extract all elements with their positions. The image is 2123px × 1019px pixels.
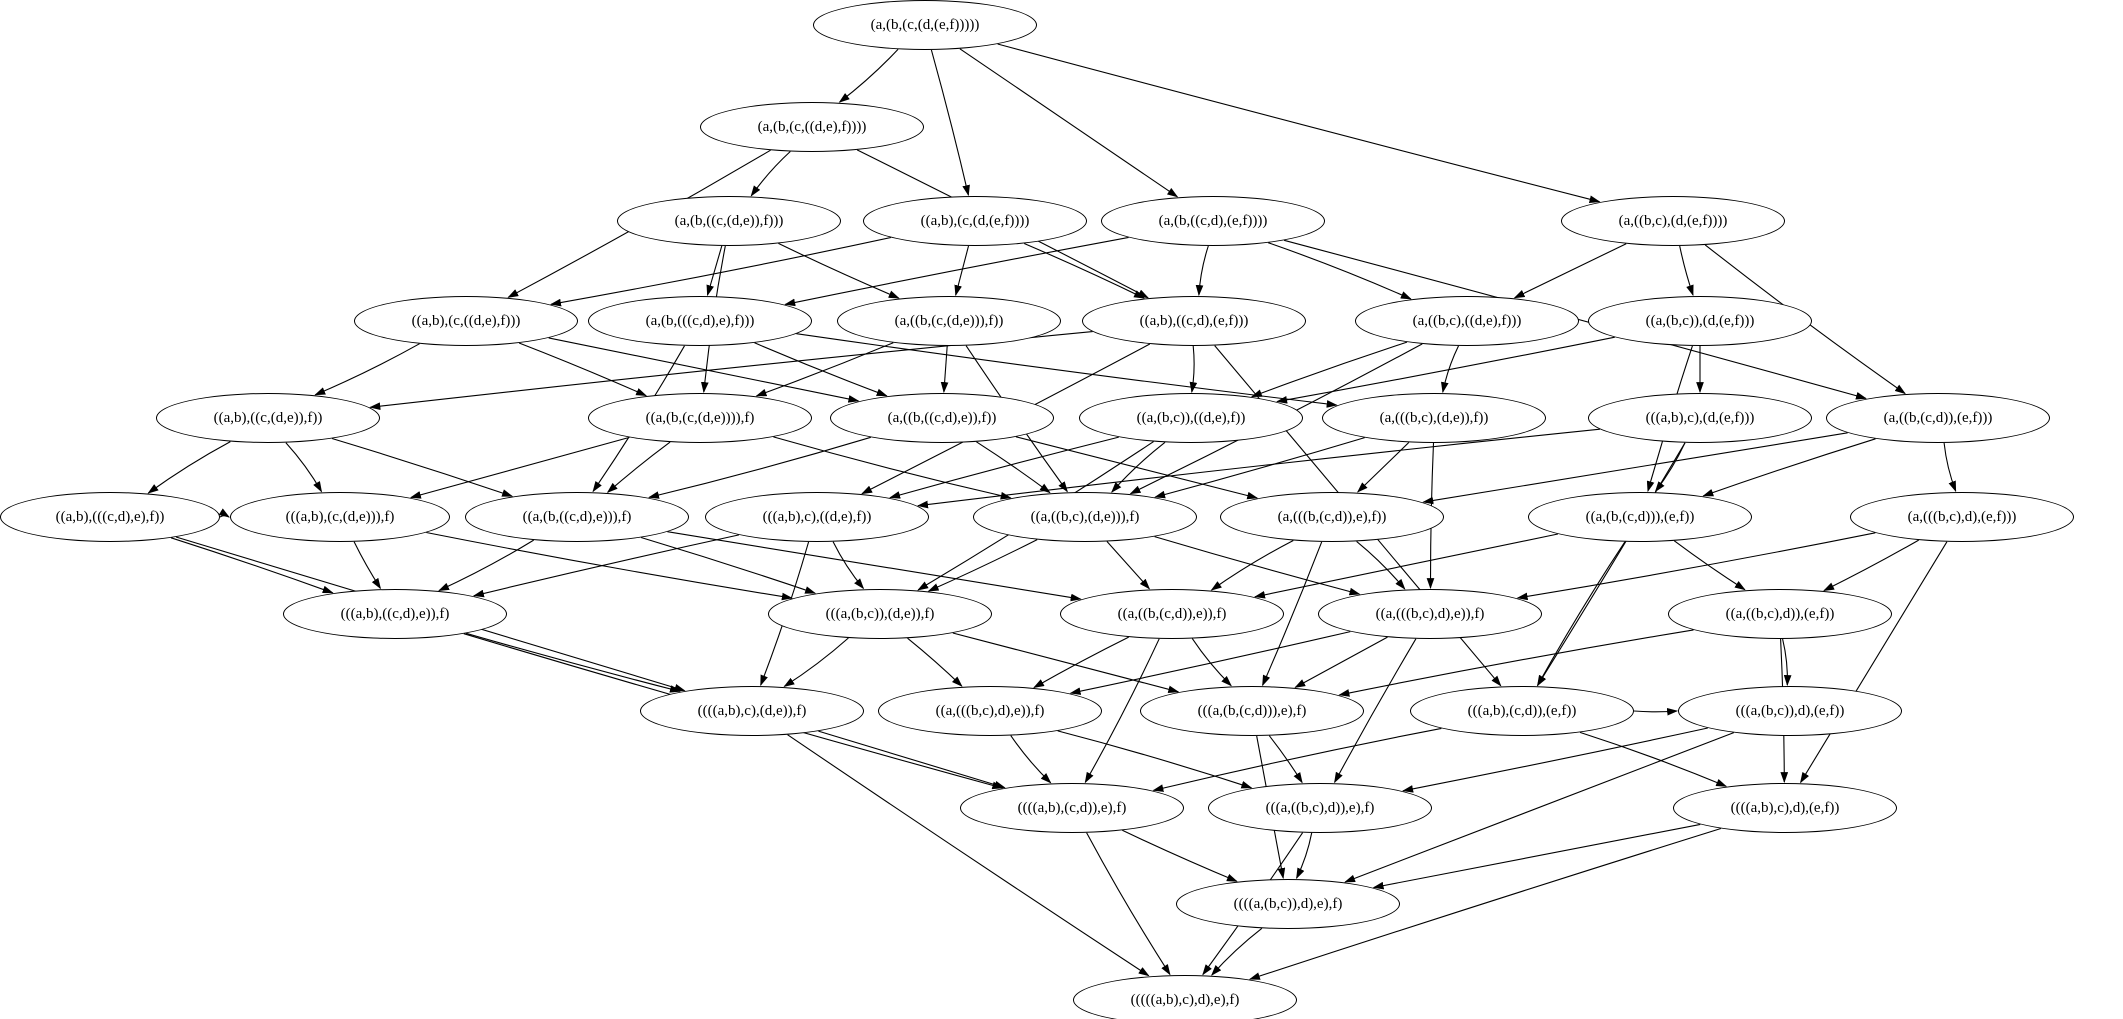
graph-node[interactable]: ((((a,b),(c,d)),e),f) <box>960 783 1184 833</box>
graph-node[interactable]: (((a,(b,c)),d),(e,f)) <box>1678 686 1902 736</box>
graph-edge <box>931 50 968 195</box>
graph-edge <box>1357 541 1405 589</box>
graph-node[interactable]: (((a,b),c),(d,(e,f))) <box>1588 393 1812 443</box>
graph-node[interactable]: ((a,(b,c)),((d,e),f)) <box>1079 393 1303 443</box>
graph-node[interactable]: ((a,(((b,c),d),e)),f) <box>878 686 1102 736</box>
graph-node[interactable]: ((a,((b,c),d)),(e,f)) <box>1668 589 1892 639</box>
graph-edge <box>1634 711 1677 712</box>
graph-node[interactable]: (((a,b),(c,d)),(e,f)) <box>1410 686 1634 736</box>
graph-edge <box>332 439 512 497</box>
graph-edge <box>1155 537 1360 595</box>
graph-edge <box>1071 632 1351 694</box>
graph-edge <box>641 538 815 594</box>
graph-edge <box>1212 541 1294 591</box>
graph-edge <box>833 542 863 589</box>
graph-edge <box>956 246 969 295</box>
graph-edge <box>840 49 899 102</box>
graph-edge <box>1703 439 1875 496</box>
graph-edge <box>773 437 1010 498</box>
graph-edge <box>1122 830 1237 881</box>
graph-edge <box>976 442 1049 493</box>
graph-node[interactable]: (a,(b,((c,d),(e,f)))) <box>1101 196 1325 246</box>
graph-node[interactable]: ((a,b),((c,d),(e,f))) <box>1082 296 1306 346</box>
graph-edge <box>785 237 1128 304</box>
graph-edge <box>1403 728 1708 791</box>
graph-node[interactable]: ((a,(b,(c,d))),(e,f)) <box>1528 492 1752 542</box>
graph-edge <box>1269 736 1302 783</box>
graph-edge <box>1058 731 1252 788</box>
graph-edge <box>1443 346 1459 392</box>
graph-node[interactable]: ((a,((b,c),(d,e))),f) <box>973 492 1197 542</box>
graph-node[interactable]: (((a,(b,(c,d))),e),f) <box>1140 686 1364 736</box>
graph-edge <box>1944 443 1956 491</box>
graph-edge <box>960 49 1177 197</box>
graph-edge <box>1192 346 1194 392</box>
graph-edge <box>757 343 894 396</box>
graph-node[interactable]: (((a,b),c),((d,e),f)) <box>705 492 929 542</box>
graph-edge <box>1674 541 1745 590</box>
graph-edge <box>1515 244 1627 298</box>
graph-edge <box>751 152 790 196</box>
graph-node[interactable]: (((((a,b),c),d),e),f) <box>1073 975 1297 1019</box>
graph-edge <box>1358 442 1409 492</box>
graph-edge <box>549 338 859 401</box>
graph-node[interactable]: ((a,(b,((c,d),e))),f) <box>465 492 689 542</box>
graph-edge <box>1024 244 1144 299</box>
graph-edge <box>1087 833 1170 975</box>
graph-node[interactable]: ((a,(((b,c),d),e)),f) <box>1318 589 1542 639</box>
graph-node[interactable]: (a,(((b,(c,d)),e),f)) <box>1220 492 1444 542</box>
graph-edge <box>1011 736 1051 783</box>
graph-edge <box>1374 824 1701 887</box>
graph-edge <box>1034 637 1129 687</box>
graph-edge <box>171 538 333 593</box>
graph-edge <box>1277 337 1615 401</box>
graph-edge <box>354 542 380 589</box>
graph-edge <box>1580 732 1726 786</box>
graph-edge <box>1112 442 1165 492</box>
graph-edge <box>1268 243 1411 299</box>
graph-edge <box>918 429 1600 506</box>
graph-node[interactable]: (a,(b,(((c,d),e),f))) <box>588 296 812 346</box>
graph-edge <box>1538 542 1625 686</box>
graph-node[interactable]: (a,((b,c),((d,e),f))) <box>1355 296 1579 346</box>
graph-node[interactable]: ((a,((b,(c,d)),e)),f) <box>1060 589 1284 639</box>
graph-node[interactable]: (a,(b,(c,((d,e),f)))) <box>700 102 924 152</box>
graph-edge <box>551 238 891 305</box>
graph-edge <box>929 540 1037 591</box>
graph-edge <box>755 343 887 396</box>
graph-edge <box>908 638 962 686</box>
graph-node[interactable]: (((a,((b,c),d)),e),f) <box>1208 783 1432 833</box>
graph-node[interactable]: (a,(((b,c),d),(e,f))) <box>1850 492 2074 542</box>
graph-edge <box>519 343 646 396</box>
graph-edge <box>1199 246 1208 295</box>
graph-edge <box>220 516 229 517</box>
graph-edge <box>411 437 629 497</box>
graph-edge <box>1297 833 1312 878</box>
graph-edge <box>1680 246 1693 295</box>
graph-node[interactable]: ((((a,b),c),(d,e)),f) <box>640 686 864 736</box>
graph-edge <box>1801 542 1947 783</box>
graph-edge <box>1252 342 1407 397</box>
graph-edge <box>426 533 792 599</box>
graph-edge <box>708 246 722 295</box>
graph-edge <box>1518 533 1876 598</box>
graph-edge <box>818 731 1004 788</box>
graph-edge <box>466 633 680 691</box>
graph-node[interactable]: (a,(b,(c,(d,(e,f))))) <box>813 0 1037 50</box>
graph-edge <box>608 442 670 492</box>
graph-edge <box>1192 639 1231 686</box>
graph-node[interactable]: ((a,(b,(c,(d,e)))),f) <box>588 393 812 443</box>
graph-node[interactable]: ((a,b),(c,((d,e),f))) <box>354 296 578 346</box>
graph-node[interactable]: ((((a,b),c),d),(e,f)) <box>1673 783 1897 833</box>
graph-node[interactable]: ((((a,(b,c)),d),e),f) <box>1176 879 1400 929</box>
graph-edge <box>796 334 1336 405</box>
graph-edge <box>784 638 848 686</box>
graph-edge <box>1538 443 1685 686</box>
graph-edge <box>1656 443 1686 492</box>
graph-node[interactable]: (((a,(b,c)),(d,e)),f) <box>768 589 992 639</box>
graph-node[interactable]: ((a,b),(c,(d,(e,f)))) <box>863 196 1087 246</box>
graph-node[interactable]: (a,((b,(c,d)),(e,f))) <box>1826 393 2050 443</box>
graph-node[interactable]: (((a,b),((c,d),e)),f) <box>283 589 507 639</box>
graph-node[interactable]: ((a,(b,c)),(d,(e,f))) <box>1588 296 1812 346</box>
graph-node[interactable]: (a,(b,((c,(d,e)),f))) <box>617 196 841 246</box>
graph-edge <box>1783 639 1788 685</box>
graph-edge <box>1155 438 1365 498</box>
graph-node[interactable]: ((a,b),((c,(d,e)),f)) <box>156 393 380 443</box>
graph-edge <box>953 633 1178 692</box>
graph-edge <box>998 44 1600 202</box>
graph-node[interactable]: (a,(((b,c),(d,e)),f)) <box>1322 393 1546 443</box>
graph-edge <box>890 437 1119 498</box>
graph-edge <box>944 346 947 392</box>
graph-edge <box>474 535 739 596</box>
graph-edge <box>1295 637 1387 687</box>
graph-edge <box>1824 540 1919 590</box>
graph-edge <box>315 344 419 395</box>
graph-edge <box>1107 542 1149 589</box>
graph-edge <box>1016 437 1257 498</box>
graph-edge <box>778 243 898 298</box>
graph-node[interactable]: ((a,b),(((c,d),e),f)) <box>0 492 220 542</box>
graph-node[interactable]: (a,((b,c),(d,(e,f)))) <box>1561 196 1785 246</box>
graph-edge <box>649 437 871 497</box>
graph-edge <box>1154 728 1442 790</box>
graph-node[interactable]: (((a,b),(c,(d,e))),f) <box>230 492 450 542</box>
graph-edge <box>1212 928 1262 975</box>
graph-node[interactable]: (a,((b,((c,d),e)),f)) <box>830 393 1054 443</box>
graph-node[interactable]: (a,((b,(c,(d,e))),f)) <box>837 296 1061 346</box>
graph-edge <box>1255 534 1558 597</box>
graph-edge <box>148 442 230 493</box>
graph-edge <box>439 540 534 590</box>
graph-edge <box>286 443 322 492</box>
graph-edge <box>788 735 1149 976</box>
